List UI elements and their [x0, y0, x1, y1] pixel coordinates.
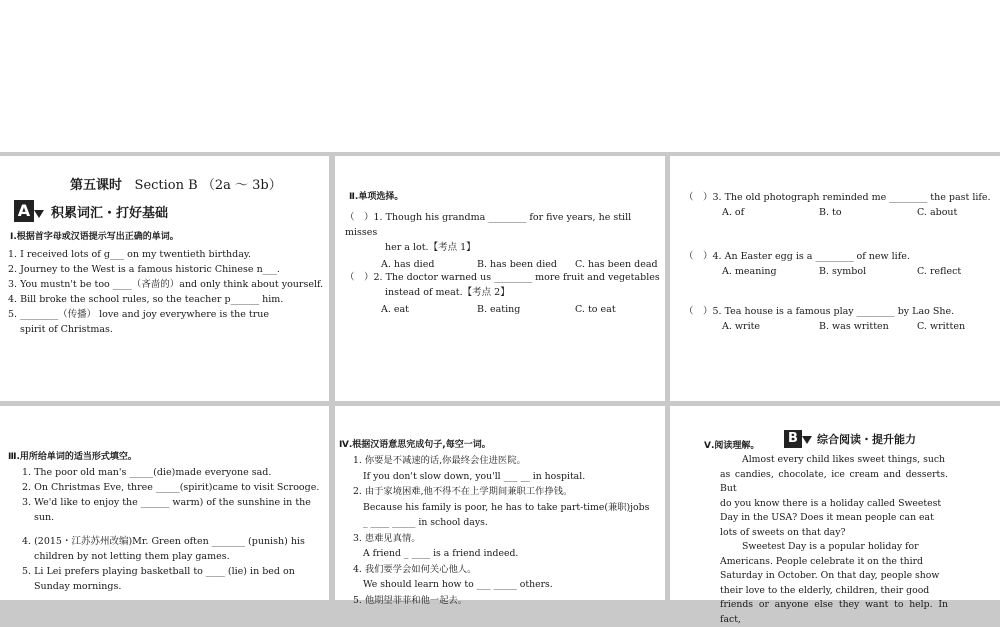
- option-a: A. meaning: [722, 266, 777, 277]
- part4-item: If you don't slow down, you'll ___ __ in hospital.: [363, 470, 586, 482]
- option-a: A. eat: [381, 304, 410, 315]
- part4-item: 4. 我们要学会如何关心他人。: [353, 563, 477, 575]
- option-b: B. to: [819, 207, 842, 218]
- option-b: B. was written: [819, 321, 889, 332]
- part5-heading: Ⅴ.阅读理解。: [704, 441, 760, 451]
- panel-word-forms: [0, 406, 329, 600]
- part4-item: A friend _ ____ is a friend indeed.: [363, 548, 519, 559]
- lesson-title-section: Section B （2a ～ 3b）: [134, 178, 282, 193]
- part4-item: _ ____ _____ in school days.: [363, 517, 488, 528]
- part3-item: children by not letting them play games.: [34, 551, 230, 562]
- part3-heading: Ⅲ.用所给单词的适当形式填空。: [8, 452, 137, 462]
- part3-list: [22, 465, 320, 594]
- passage-line: lots of sweets on that day?: [720, 526, 846, 538]
- question-5: [684, 304, 996, 334]
- question-stem: （ ）2. The doctor warned us ________ more fruit and vegetables: [345, 272, 660, 283]
- part3-item: 1. The poor old man's _____(die)made everyone sad.: [22, 467, 272, 478]
- part1-item: spirit of Christmas.: [20, 324, 113, 335]
- section-b-banner: [784, 430, 916, 448]
- part4-item: 2. 由于家境困难,他不得不在上学期间兼职工作挣钱。: [353, 486, 573, 497]
- panel-choice-a: [335, 156, 665, 401]
- part1-item: 3. You mustn't be too ____（吝啬的）and only think about yourself.: [8, 279, 324, 290]
- option-c: C. to eat: [575, 304, 616, 315]
- option-c: C. about: [917, 207, 958, 218]
- part4-heading: Ⅳ.根据汉语意思完成句子,每空一词。: [339, 440, 491, 450]
- question-stem: instead of meat.【考点 2】: [385, 287, 510, 298]
- part4-item: 1. 你要是不减速的话,你最终会住进医院。: [353, 455, 526, 466]
- option-c: C. has been dead: [575, 259, 658, 270]
- question-4: [684, 249, 996, 279]
- lesson-title: [70, 178, 282, 193]
- option-a: A. has died: [381, 259, 435, 270]
- part3-item: 5. Li Lei prefers playing basketball to ____ (lie) in bed on: [22, 566, 295, 577]
- part2-heading: Ⅱ.单项选择。: [349, 192, 404, 202]
- part1-list: [8, 247, 324, 337]
- part1-item: 1. I received lots of g___ on my twentieth birthday.: [8, 249, 252, 260]
- part3-item: sun.: [34, 512, 55, 523]
- passage-line: Saturday in October. On that day, people show: [720, 570, 940, 581]
- blank-top-area: [0, 0, 1000, 152]
- option-a: A. write: [722, 321, 761, 332]
- part3-item: 2. On Christmas Eve, three _____(spirit)came to visit Scrooge.: [22, 482, 320, 493]
- part4-item: 5. 他期望菲菲和他一起去。: [353, 594, 468, 606]
- reading-passage: [720, 453, 948, 627]
- part4-item: We should learn how to ___ _____ others.: [363, 579, 553, 590]
- option-a: A. of: [722, 207, 745, 218]
- part3-item: Sunday mornings.: [34, 581, 122, 592]
- option-b: B. has been died: [477, 259, 557, 270]
- part1-item: 4. Bill broke the school rules, so the teacher p______ him.: [8, 294, 284, 305]
- passage-line: their love to the elderly, children, their good: [720, 584, 930, 596]
- passage-line: as candies, chocolate, ice cream and desserts. But: [720, 468, 948, 494]
- option-c: C. reflect: [917, 266, 962, 277]
- section-a-badge: A: [14, 200, 34, 222]
- panel-choice-b: [670, 156, 1000, 401]
- option-b: B. eating: [477, 304, 521, 315]
- question-2: [345, 270, 661, 317]
- panel-translation: [335, 406, 665, 606]
- passage-line: Day in the USA? Does it mean people can eat: [720, 512, 934, 523]
- question-stem: （ ）4. An Easter egg is a ________ of new life.: [684, 251, 910, 262]
- part4-item: 3. 患难见真情。: [353, 532, 421, 544]
- question-stem: （ ）3. The old photograph reminded me ________ the past life.: [684, 192, 991, 203]
- passage-line: friends or anyone else they want to help. In fact,: [720, 599, 948, 625]
- question-3: [684, 190, 996, 220]
- banner-arrow-icon: [802, 436, 812, 444]
- part3-item: 4. (2015・江苏苏州改编)Mr. Green often _______ (punish) his: [22, 536, 305, 547]
- question-stem: （ ）1. Though his grandma ________ for five years, he still misses: [345, 212, 632, 238]
- option-b: B. symbol: [819, 266, 867, 277]
- section-b-title: 综合阅读・提升能力: [817, 433, 917, 446]
- part1-heading: Ⅰ.根据首字母或汉语提示写出正确的单词。: [10, 232, 179, 242]
- question-1: [345, 210, 661, 272]
- passage-line: Almost every child likes sweet things, such: [742, 454, 946, 465]
- part4-item: Because his family is poor, he has to take part-time(兼职)jobs: [363, 501, 650, 513]
- passage-line: Americans. People celebrate it on the third: [720, 555, 923, 567]
- option-c: C. written: [917, 321, 966, 332]
- section-a-banner: [14, 200, 168, 222]
- lesson-title-cn: 第五课时: [70, 178, 123, 193]
- part1-item: 5. ________（传播） love and joy everywhere is the true: [8, 309, 269, 320]
- passage-line: Sweetest Day is a popular holiday for: [742, 541, 919, 552]
- part1-item: 2. Journey to the West is a famous historic Chinese n___.: [8, 264, 280, 275]
- panel-reading: [670, 406, 1000, 625]
- passage-line: do you know there is a holiday called Sweetest: [720, 497, 942, 509]
- panel-vocabulary: [0, 156, 329, 401]
- section-a-title: 积累词汇・打好基础: [51, 206, 169, 221]
- question-stem: （ ）5. Tea house is a famous play ________ by Lao She.: [684, 306, 955, 317]
- question-stem: her a lot.【考点 1】: [385, 242, 476, 253]
- section-b-badge: B: [784, 430, 802, 448]
- part4-list: [353, 453, 661, 608]
- banner-arrow-icon: [34, 210, 44, 218]
- part3-item: 3. We'd like to enjoy the ______ warm) of the sunshine in the: [22, 497, 311, 508]
